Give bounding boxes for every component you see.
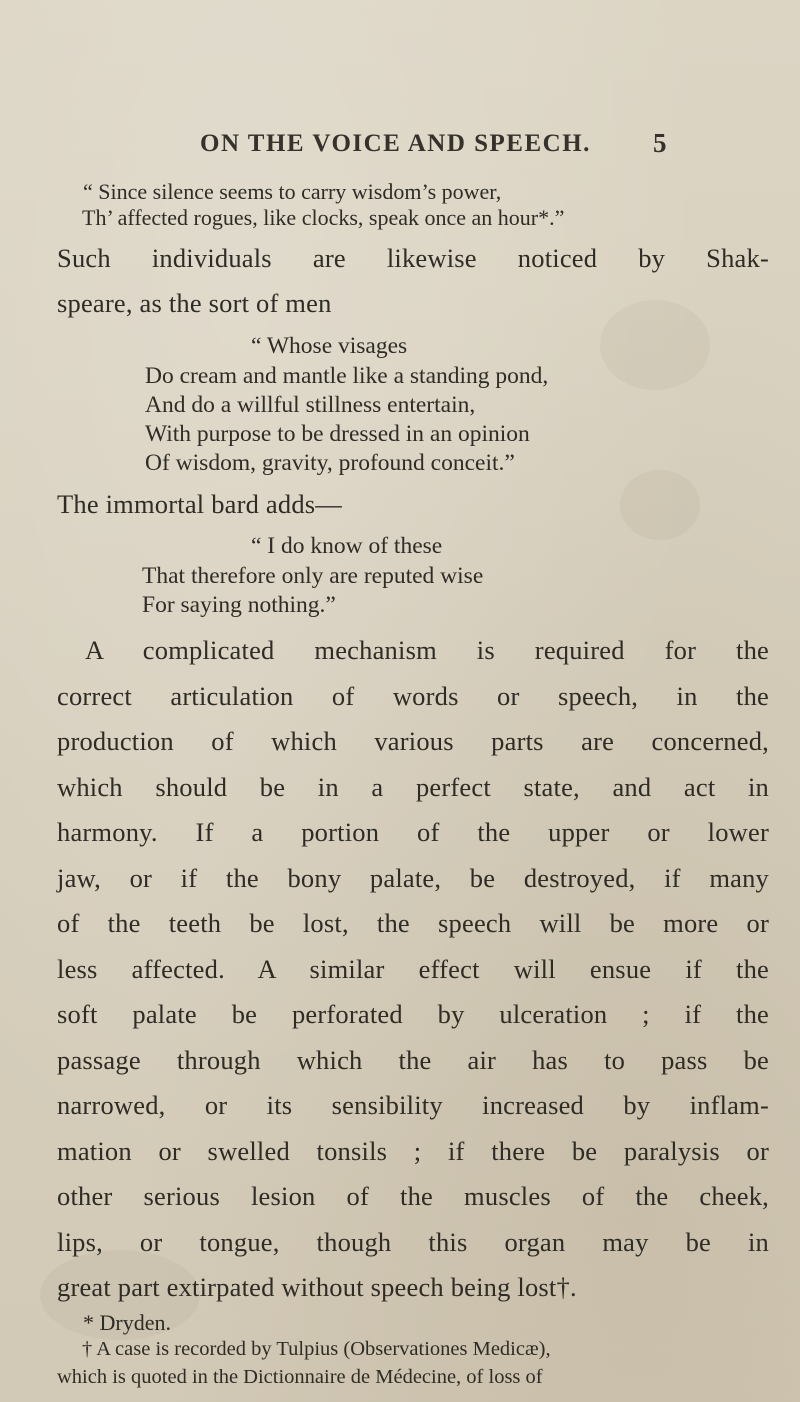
- verse-line: “ Whose visages: [251, 333, 408, 359]
- paragraph-line: production of which various parts are concerned,: [57, 726, 769, 756]
- footnote: † A case is recorded by Tulpius (Observationes Medicæ),: [82, 1338, 551, 1360]
- page-header: [0, 130, 800, 170]
- paragraph-line: speare, as the sort of men: [57, 288, 332, 318]
- paragraph-line: A complicated mechanism is required for the: [85, 635, 769, 665]
- verse-line: Do cream and mantle like a standing pond,: [145, 363, 549, 389]
- paragraph-line: other serious lesion of the muscles of the cheek,: [57, 1181, 769, 1211]
- paragraph-line: mation or swelled tonsils ; if there be paralysis or: [57, 1135, 769, 1166]
- verse-line: With purpose to be dressed in an opinion: [145, 421, 530, 447]
- running-head: ON THE VOICE AND SPEECH.: [200, 130, 591, 157]
- paragraph-line: less affected. A similar effect will ensue if the: [57, 953, 769, 984]
- paragraph-line: great part extirpated without speech being lost†.: [57, 1272, 577, 1302]
- paragraph-line: of the teeth be lost, the speech will be more or: [57, 908, 769, 938]
- paragraph-line: The immortal bard adds—: [57, 489, 342, 519]
- verse-line: And do a willful stillness entertain,: [145, 392, 476, 418]
- paragraph-line: jaw, or if the bony palate, be destroyed, if many: [57, 862, 769, 893]
- paragraph-line: Such individuals are likewise noticed by Shak-: [57, 243, 769, 273]
- verse-line: That therefore only are reputed wise: [142, 563, 484, 589]
- page-number: 5: [653, 128, 667, 158]
- epigraph-line: “ Since silence seems to carry wisdom’s power,: [83, 179, 502, 204]
- paragraph-line: harmony. If a portion of the upper or lower: [57, 817, 769, 847]
- paragraph-line: lips, or tongue, though this organ may be in: [57, 1226, 769, 1257]
- paragraph-line: narrowed, or its sensibility increased by inflam-: [57, 1090, 769, 1120]
- epigraph-line: Th’ affected rogues, like clocks, speak once an hour*.”: [82, 205, 565, 230]
- paragraph-line: passage through which the air has to pass be: [57, 1044, 769, 1075]
- verse-line: Of wisdom, gravity, profound conceit.”: [145, 450, 515, 476]
- verse-line: “ I do know of these: [251, 533, 443, 559]
- paragraph-line: soft palate be perforated by ulceration ; if the: [57, 999, 769, 1029]
- footnote: which is quoted in the Dictionnaire de Médecine, of loss of: [57, 1366, 543, 1388]
- verse-line: For saying nothing.”: [142, 592, 336, 618]
- footnote: * Dryden.: [83, 1310, 171, 1335]
- paragraph-line: which should be in a perfect state, and act in: [57, 771, 769, 802]
- paragraph-line: correct articulation of words or speech, in the: [57, 680, 769, 711]
